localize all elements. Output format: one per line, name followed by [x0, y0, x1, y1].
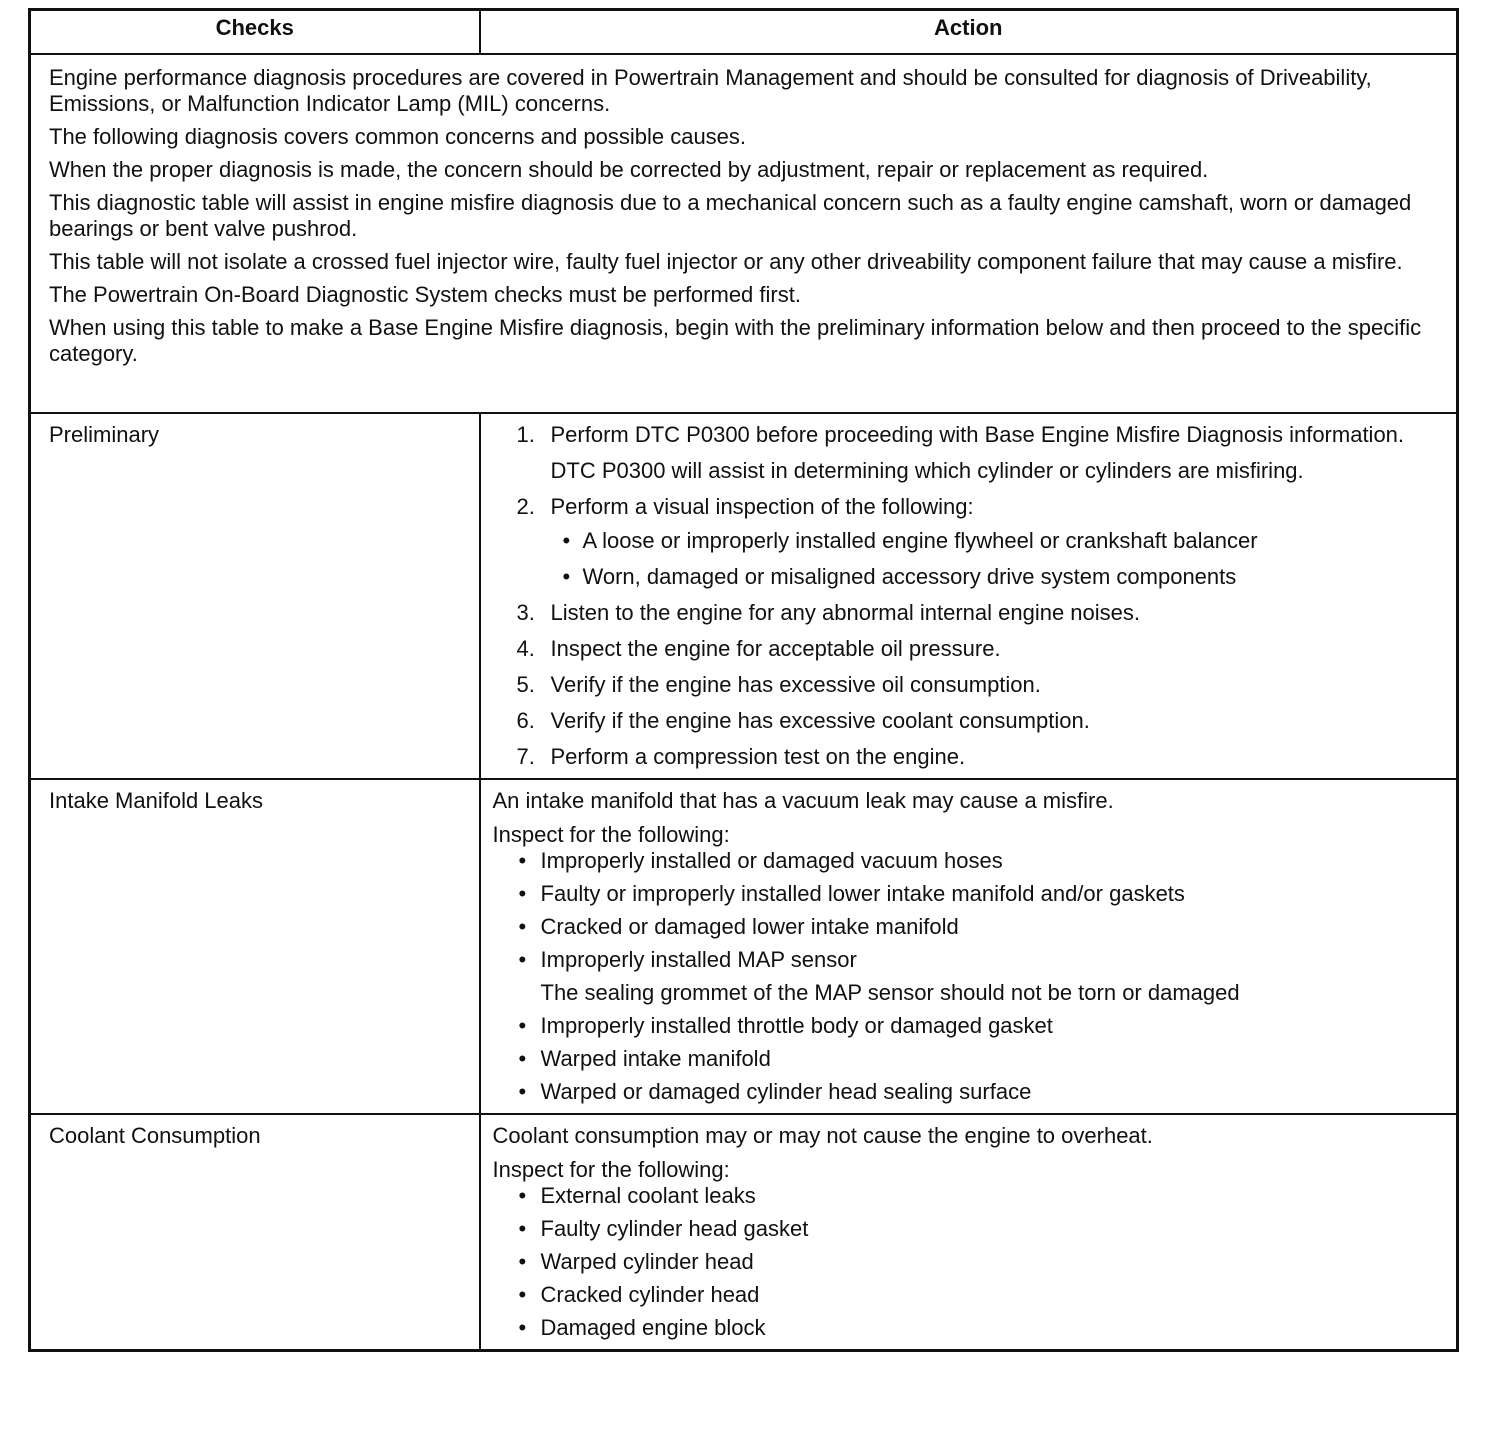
bullet-icon: • [518, 1249, 527, 1274]
bullet-text: External coolant leaks [540, 1183, 756, 1208]
bullet-icon: • [518, 848, 527, 873]
action-intake-manifold-leaks [480, 779, 1458, 1114]
bullet-icon: • [518, 914, 527, 939]
bullet-icon: • [518, 1282, 527, 1307]
bullet-text: Damaged engine block [540, 1315, 766, 1340]
step-number: 7. [516, 744, 535, 769]
step-number: 6. [516, 708, 535, 733]
visual-inspection-list [551, 528, 1445, 590]
intro-paragraph: This table will not isolate a crossed fuel injector wire, faulty fuel injector or any other driveability component failure that may cause a misfire. [49, 249, 1403, 274]
step-number: 4. [516, 636, 535, 661]
map-sensor-note: The sealing grommet of the MAP sensor should not be torn or damaged [540, 980, 1240, 1005]
step-text: Perform a visual inspection of the following: [550, 494, 974, 519]
list-item [563, 528, 1445, 554]
list-item [519, 1315, 1445, 1341]
bullet-icon: • [562, 528, 571, 553]
preliminary-steps [493, 422, 1445, 770]
table-row [30, 413, 1458, 779]
bullet-icon: • [518, 1046, 527, 1071]
step-text: Perform a compression test on the engine. [550, 744, 966, 769]
inspect-label: Inspect for the following: [492, 1157, 730, 1182]
bullet-text: Cracked or damaged lower intake manifold [540, 914, 959, 939]
list-item [519, 848, 1445, 874]
bullet-text: Warped cylinder head [540, 1249, 754, 1274]
list-item [519, 1249, 1445, 1275]
step-text: Verify if the engine has excessive coolant consumption. [550, 708, 1090, 733]
list-item [517, 422, 1445, 484]
bullet-icon: • [518, 1183, 527, 1208]
step-number: 2. [516, 494, 535, 519]
list-item [519, 1079, 1445, 1105]
step-number: 3. [516, 600, 535, 625]
bullet-icon: • [518, 881, 527, 906]
check-intake-manifold-leaks: Intake Manifold Leaks [30, 779, 480, 1114]
intro-paragraph: This diagnostic table will assist in engine misfire diagnosis due to a mechanical concern such as a faulty engine camshaft, worn or damaged bearings or bent valve pushrod. [49, 190, 1412, 241]
bullet-text: Warped intake manifold [540, 1046, 771, 1071]
step-text: Verify if the engine has excessive oil consumption. [550, 672, 1041, 697]
bullet-icon: • [518, 947, 527, 972]
list-item [517, 672, 1445, 698]
list-item [517, 708, 1445, 734]
bullet-text: Faulty cylinder head gasket [540, 1216, 809, 1241]
list-item [519, 1282, 1445, 1308]
header-checks: Checks [30, 10, 480, 55]
bullet-text: A loose or improperly installed engine flywheel or crankshaft balancer [582, 528, 1258, 553]
intro-cell [30, 54, 1458, 413]
inspect-label: Inspect for the following: [492, 822, 730, 847]
check-preliminary: Preliminary [30, 413, 480, 779]
misfire-diagnosis-table [28, 8, 1459, 1352]
list-item [519, 914, 1445, 940]
bullet-text: Cracked cylinder head [540, 1282, 760, 1307]
header-row [30, 10, 1458, 55]
bullet-icon: • [518, 1216, 527, 1241]
step-text: Perform DTC P0300 before proceeding with Base Engine Misfire Diagnosis information. [550, 422, 1405, 447]
bullet-icon: • [562, 564, 571, 589]
step-text: Listen to the engine for any abnormal internal engine noises. [550, 600, 1140, 625]
intro-paragraph: Engine performance diagnosis procedures are covered in Powertrain Management and should be consulted for diagnosis of Driveability, Emissions, or Malfunction Indicator Lamp (MIL) concerns. [49, 65, 1372, 116]
list-item [519, 1183, 1445, 1209]
step-number: 1. [516, 422, 535, 447]
action-lead: An intake manifold that has a vacuum leak may cause a misfire. [492, 788, 1114, 813]
list-item [519, 881, 1445, 907]
bullet-icon: • [518, 1315, 527, 1340]
action-lead: Coolant consumption may or may not cause the engine to overheat. [492, 1123, 1153, 1148]
intro-paragraph: The Powertrain On-Board Diagnostic System checks must be performed first. [49, 282, 801, 307]
action-coolant-consumption [480, 1114, 1458, 1351]
intake-inspect-list [493, 848, 1445, 1105]
intro-paragraph: When using this table to make a Base Engine Misfire diagnosis, begin with the preliminary information below and then proceed to the specific category. [49, 315, 1422, 366]
header-action: Action [480, 10, 1458, 55]
bullet-icon: • [518, 1013, 527, 1038]
action-preliminary [480, 413, 1458, 779]
bullet-text: Improperly installed MAP sensor [540, 947, 857, 972]
bullet-text: Improperly installed throttle body or damaged gasket [540, 1013, 1053, 1038]
list-item [517, 744, 1445, 770]
list-item [519, 1216, 1445, 1242]
bullet-text: Worn, damaged or misaligned accessory drive system components [582, 564, 1237, 589]
intro-row [30, 54, 1458, 413]
bullet-text: Warped or damaged cylinder head sealing surface [540, 1079, 1032, 1104]
diagnostic-table-page [28, 8, 1456, 1352]
step-number: 5. [516, 672, 535, 697]
list-item [563, 564, 1445, 590]
step-text: Inspect the engine for acceptable oil pressure. [550, 636, 1001, 661]
list-item [519, 1046, 1445, 1072]
list-item [517, 494, 1445, 590]
intro-paragraph: When the proper diagnosis is made, the concern should be corrected by adjustment, repair or replacement as required. [49, 157, 1209, 182]
step-note: DTC P0300 will assist in determining which cylinder or cylinders are misfiring. [550, 458, 1304, 483]
table-row [30, 1114, 1458, 1351]
bullet-icon: • [518, 1079, 527, 1104]
bullet-text: Faulty or improperly installed lower intake manifold and/or gaskets [540, 881, 1185, 906]
list-item [519, 1013, 1445, 1039]
intro-paragraph: The following diagnosis covers common concerns and possible causes. [49, 124, 747, 149]
bullet-text: Improperly installed or damaged vacuum hoses [540, 848, 1003, 873]
list-item [517, 600, 1445, 626]
table-row [30, 779, 1458, 1114]
check-coolant-consumption: Coolant Consumption [30, 1114, 480, 1351]
list-item [517, 636, 1445, 662]
coolant-inspect-list [493, 1183, 1445, 1341]
list-item [519, 947, 1445, 973]
